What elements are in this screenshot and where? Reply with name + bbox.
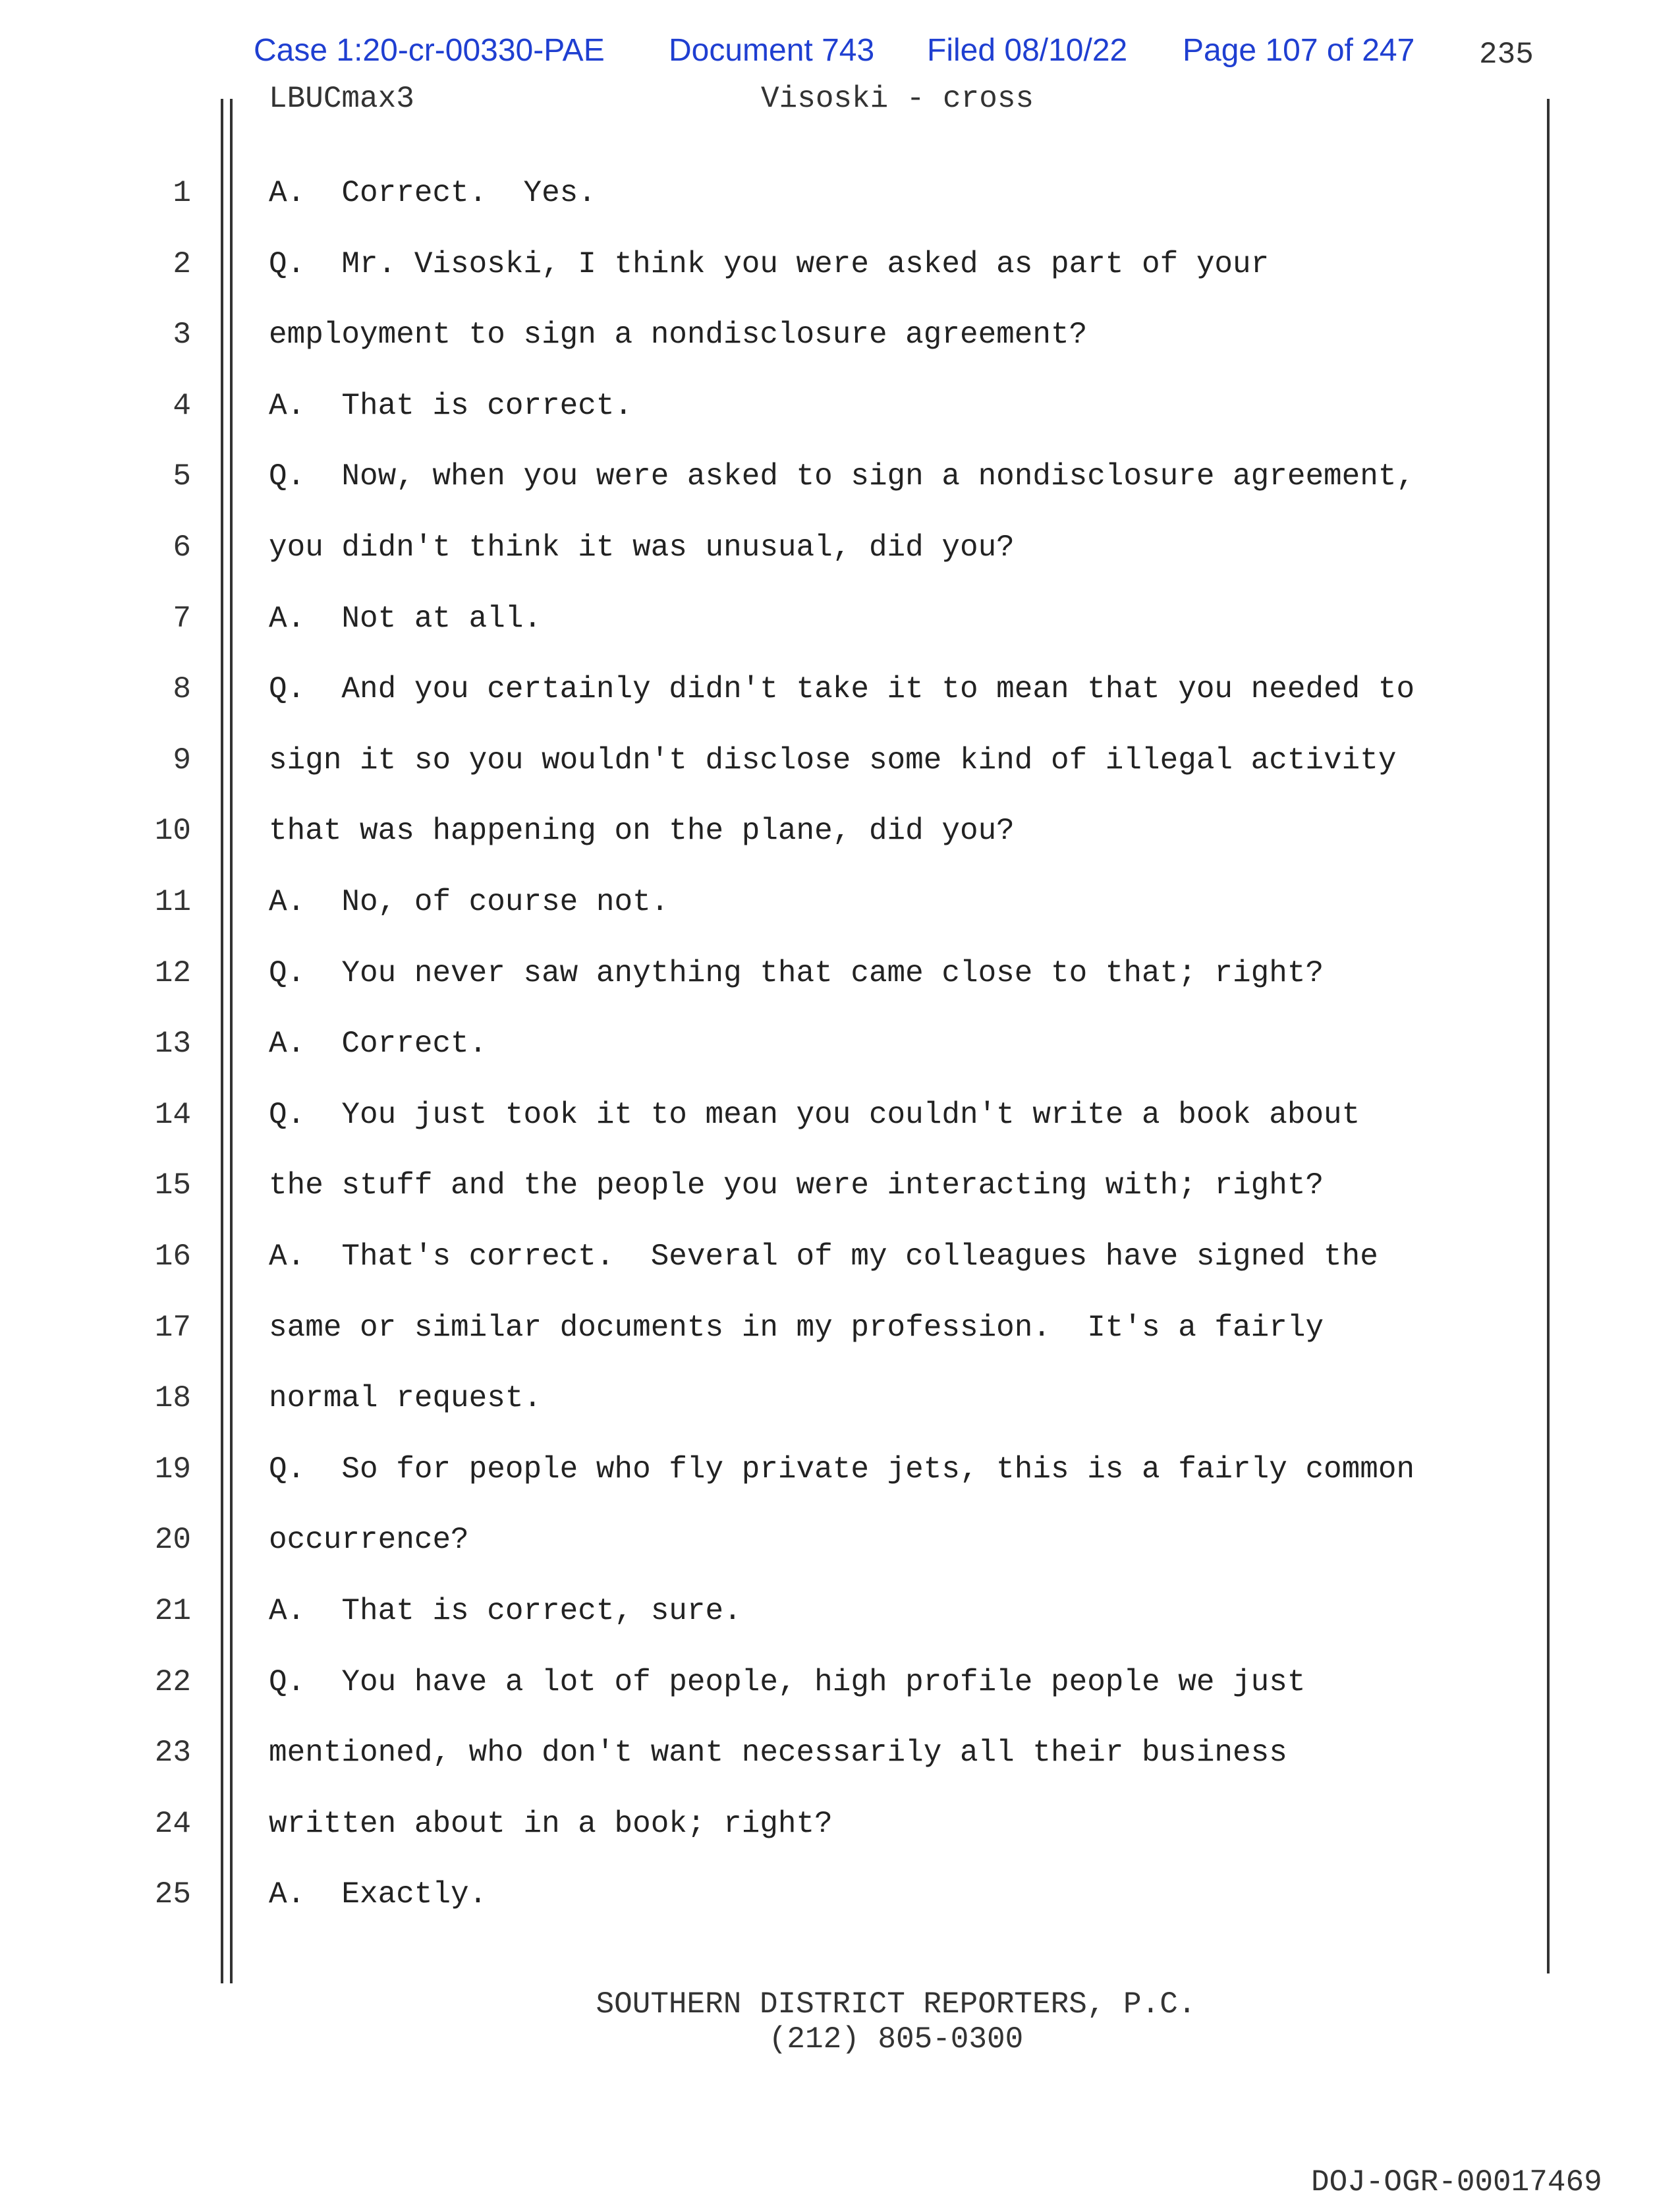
line-text: Q. Now, when you were asked to sign a nondisclosure agreement, [269, 459, 1415, 494]
line-text: written about in a book; right? [269, 1806, 833, 1841]
transcript-line [0, 1588, 1680, 1659]
line-number: 19 [154, 1452, 191, 1487]
line-text: Q. So for people who fly private jets, this is a fairly common [269, 1452, 1415, 1487]
transcript-line [0, 737, 1680, 808]
transcript-line [0, 170, 1680, 241]
line-number: 8 [173, 672, 191, 707]
line-number: 10 [154, 814, 191, 849]
line-number: 6 [173, 530, 191, 565]
line-text: sign it so you wouldn't disclose some kind of illegal activity [269, 743, 1397, 778]
transcript-line [0, 1234, 1680, 1305]
line-text: Q. Mr. Visoski, I think you were asked as part of your [269, 246, 1270, 281]
line-number: 3 [173, 318, 191, 353]
line-text: A. That's correct. Several of my colleagues have signed the [269, 1239, 1378, 1274]
transcript-line [0, 666, 1680, 737]
transcript-line [0, 1162, 1680, 1234]
transcript-line [0, 1305, 1680, 1376]
line-number: 11 [154, 885, 191, 919]
line-number: 25 [154, 1877, 191, 1912]
transcript-line [0, 1801, 1680, 1872]
line-text: A. Correct. [269, 1027, 488, 1062]
filing-document-number: Document 743 [669, 33, 875, 68]
running-header-title: Visoski - cross [761, 82, 1034, 116]
line-text: Q. And you certainly didn't take it to mean that you needed to [269, 672, 1415, 707]
line-text: A. Exactly. [269, 1877, 488, 1912]
line-number: 20 [154, 1523, 191, 1558]
line-number: 1 [173, 176, 191, 210]
transcript-line [0, 453, 1680, 525]
line-text: that was happening on the plane, did you? [269, 814, 1015, 849]
transcript-line [0, 808, 1680, 879]
line-number: 12 [154, 955, 191, 990]
line-number: 18 [154, 1381, 191, 1416]
transcript-line [0, 1659, 1680, 1730]
transcript-line [0, 525, 1680, 596]
line-text: occurrence? [269, 1523, 469, 1558]
filing-case-number: Case 1:20-cr-00330-PAE [254, 33, 605, 68]
line-number: 4 [173, 388, 191, 423]
line-text: the stuff and the people you were interacting with; right? [269, 1168, 1324, 1203]
running-header-code: LBUCmax3 [269, 82, 414, 116]
line-text: employment to sign a nondisclosure agreement? [269, 318, 1088, 353]
line-text: normal request. [269, 1381, 542, 1416]
line-text: Q. You just took it to mean you couldn't write a book about [269, 1097, 1360, 1132]
line-text: A. No, of course not. [269, 885, 669, 919]
line-text: same or similar documents in my profession. It's a fairly [269, 1310, 1324, 1345]
line-number: 13 [154, 1027, 191, 1062]
transcript-line [0, 1021, 1680, 1092]
transcript-line [0, 1092, 1680, 1163]
line-text: A. Not at all. [269, 601, 542, 636]
line-number: 7 [173, 601, 191, 636]
line-number: 5 [173, 459, 191, 494]
line-text: Q. You never saw anything that came close to that; right? [269, 955, 1324, 990]
transcript-line [0, 879, 1680, 950]
line-number: 16 [154, 1239, 191, 1274]
footer-phone: (212) 805-0300 [768, 2022, 1024, 2056]
line-number: 21 [154, 1594, 191, 1628]
transcript-line [0, 950, 1680, 1021]
line-number: 15 [154, 1168, 191, 1203]
transcript-line [0, 596, 1680, 667]
transcript-page-number: 235 [1479, 38, 1534, 72]
line-text: A. That is correct. [269, 388, 633, 423]
transcript-line [0, 1446, 1680, 1517]
bates-number: DOJ-OGR-00017469 [1311, 2165, 1602, 2199]
footer-reporter: SOUTHERN DISTRICT REPORTERS, P.C. [596, 1987, 1196, 2022]
line-number: 9 [173, 743, 191, 778]
line-number: 14 [154, 1097, 191, 1132]
transcript-line [0, 383, 1680, 454]
line-number: 24 [154, 1806, 191, 1841]
line-number: 17 [154, 1310, 191, 1345]
line-number: 23 [154, 1736, 191, 1771]
transcript-line [0, 312, 1680, 383]
line-number: 22 [154, 1664, 191, 1699]
line-number: 2 [173, 246, 191, 281]
filing-header [254, 26, 1433, 79]
line-text: A. Correct. Yes. [269, 176, 596, 210]
line-text: mentioned, who don't want necessarily all their business [269, 1736, 1287, 1771]
transcript-line [0, 241, 1680, 312]
transcript-line [0, 1730, 1680, 1801]
transcript-line [0, 1871, 1680, 1943]
transcript-body [0, 170, 1680, 1949]
line-text: you didn't think it was unusual, did you? [269, 530, 1015, 565]
transcript-line [0, 1517, 1680, 1588]
transcript-line [0, 1375, 1680, 1446]
filing-date: Filed 08/10/22 [927, 33, 1128, 68]
line-text: A. That is correct, sure. [269, 1594, 742, 1628]
filing-page-count: Page 107 of 247 [1183, 33, 1415, 68]
line-text: Q. You have a lot of people, high profile people we just [269, 1664, 1306, 1699]
